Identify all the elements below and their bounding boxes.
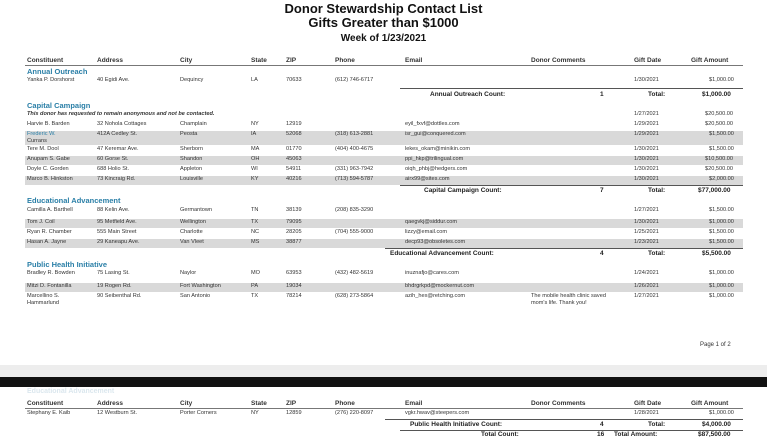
table-cell: oiqh_phbj@hedgers.com — [405, 166, 468, 172]
table-cell: Tere M. Dool — [27, 146, 59, 152]
table-cell: 1/30/2021 — [634, 146, 659, 152]
table-cell: 1/23/2021 — [634, 239, 659, 245]
grand-total-divider — [400, 430, 743, 431]
table-cell: Frederic W. — [27, 131, 56, 137]
col-phone: Phone — [335, 57, 355, 64]
educational-count-label: Educational Advancement Count: — [390, 250, 494, 257]
table-cell: 40216 — [286, 176, 302, 182]
annual-total-label: Total: — [648, 91, 666, 98]
report-title: Donor Stewardship Contact List — [284, 1, 483, 16]
table-cell: KY — [251, 176, 259, 182]
table-cell: Germantown — [180, 207, 213, 213]
table-cell: 1/29/2021 — [634, 131, 659, 137]
ghost-section-heading: Educational Advancement — [27, 388, 115, 395]
subtotal-divider — [400, 185, 743, 186]
report-subtitle: Gifts Greater than $1000 — [308, 15, 459, 30]
table-cell: 1/24/2021 — [634, 270, 659, 276]
table-cell: LA — [251, 77, 258, 83]
col-address: Address — [97, 57, 124, 64]
table-row — [25, 146, 743, 155]
table-cell: (704) 555-9000 — [335, 229, 374, 235]
table-row — [25, 156, 743, 165]
table-cell: 70633 — [286, 77, 302, 83]
table-cell: Harvie B. Barden — [27, 121, 70, 127]
table-cell: MS — [251, 239, 260, 245]
table-cell: 63953 — [286, 270, 302, 276]
table-cell: 1/27/2021 — [634, 207, 659, 213]
table-cell: TX — [251, 219, 259, 225]
capital-count-label: Capital Campaign Count: — [424, 187, 502, 194]
table-cell: Fort Washington — [180, 283, 221, 289]
educational-total: $5,500.00 — [702, 250, 731, 257]
table-cell: Marcellino S. — [27, 293, 60, 299]
public-count: 4 — [600, 421, 604, 428]
table-cell: 1/29/2021 — [634, 121, 659, 127]
table-cell: Yanka P. Dorshorst — [27, 77, 75, 83]
capital-total: $77,000.00 — [698, 187, 731, 194]
annual-count: 1 — [600, 91, 604, 98]
table-cell: Appleton — [180, 166, 203, 172]
table-row — [25, 270, 743, 279]
table-cell: 88 Kelin Ave. — [97, 207, 130, 213]
table-cell: 12 Westburn St. — [97, 410, 138, 416]
table-cell: inuznafjo@cares.com — [405, 270, 459, 276]
table-cell: 28205 — [286, 229, 302, 235]
table-cell: (628) 273-5864 — [335, 293, 374, 299]
section-heading-capital-campaign: Capital Campaign — [27, 101, 91, 110]
table-cell: MA — [251, 146, 260, 152]
table-cell: Sherborn — [180, 146, 204, 152]
table-cell: (432) 482-5619 — [335, 270, 374, 276]
table-cell: WI — [251, 166, 258, 172]
table-cell: 1/30/2021 — [634, 77, 659, 83]
table-cell: $1,000.00 — [709, 270, 734, 276]
table-cell: 01770 — [286, 146, 302, 152]
grand-total-label: Total Amount: — [614, 431, 658, 438]
table-cell: $1,000.00 — [709, 283, 734, 289]
table-cell: This donor has requested to remain anonymous and not be contacted. — [27, 111, 215, 117]
table-cell: $1,000.00 — [709, 219, 734, 225]
anonymous-note-row — [25, 111, 743, 120]
table-cell: 19034 — [286, 283, 302, 289]
table-cell: $1,500.00 — [709, 239, 734, 245]
table-cell: Currans — [27, 138, 47, 144]
col-state: State — [251, 57, 267, 64]
table-cell: Wellington — [180, 219, 207, 225]
table-cell: azih_hex@retching.com — [405, 293, 466, 299]
table-cell: Bradley R. Bowden — [27, 270, 75, 276]
table-cell: San Antonio — [180, 293, 211, 299]
table-cell: 12859 — [286, 410, 302, 416]
table-cell: OH — [251, 156, 260, 162]
table-row — [25, 176, 743, 185]
table-row — [25, 293, 743, 317]
table-row — [25, 166, 743, 175]
table-cell: ppi_hkp@trilingual.com — [405, 156, 464, 162]
table-cell: Shandon — [180, 156, 203, 162]
table-cell: $20,500.00 — [705, 121, 733, 127]
table-cell: 12919 — [286, 121, 302, 127]
table-cell: NY — [251, 410, 259, 416]
table-row — [25, 121, 743, 130]
table-cell: (331) 963-7942 — [335, 166, 374, 172]
col-gift-date: Gift Date — [634, 57, 662, 64]
table-cell: 54911 — [286, 166, 302, 172]
table-row — [25, 410, 743, 419]
table-cell: $2,000.00 — [709, 176, 734, 182]
table-cell: 1/27/2021 — [634, 111, 659, 117]
table-cell: 1/30/2021 — [634, 166, 659, 172]
table-cell: eyil_fxvf@dottles.com — [405, 121, 460, 127]
section-heading-educational-advancement: Educational Advancement — [27, 196, 121, 205]
table-cell: Naylor — [180, 270, 197, 276]
table-cell: 1/27/2021 — [634, 293, 659, 299]
table-cell: $20,500.00 — [705, 111, 733, 117]
table-cell: qaegvkj@siddur.com — [405, 219, 458, 225]
table-cell: 412A Cedley St. — [97, 131, 138, 137]
table-cell: $1,000.00 — [709, 410, 734, 416]
table-cell: $20,500.00 — [705, 166, 733, 172]
capital-total-label: Total: — [648, 187, 666, 194]
table-cell: Doyle C. Gorden — [27, 166, 69, 172]
table-cell: 19 Rogen Rd. — [97, 283, 132, 289]
table-cell: Donor Comments — [531, 400, 586, 407]
table-cell: TN — [251, 207, 259, 213]
table-cell: Champlain — [180, 121, 207, 127]
section-heading-annual-outreach: Annual Outreach — [27, 67, 88, 76]
table-cell: Van Vleet — [180, 239, 204, 245]
table-cell: Constituent — [27, 400, 64, 407]
table-row — [25, 77, 743, 86]
table-cell: Email — [405, 400, 423, 407]
table-cell: 555 Main Street — [97, 229, 137, 235]
subtotal-divider — [400, 88, 743, 89]
table-cell: 75 Lasing St. — [97, 270, 130, 276]
table-cell: lizzy@email.com — [405, 229, 448, 235]
public-count-label: Public Health Initiative Count: — [410, 421, 503, 428]
table-cell: $1,000.00 — [709, 77, 734, 83]
col-constituent: Constituent — [27, 57, 64, 64]
page-break-band — [0, 377, 767, 387]
table-cell: 60 Gorse St. — [97, 156, 129, 162]
table-cell: (208) 835-3290 — [335, 207, 374, 213]
table-cell: $1,500.00 — [709, 131, 734, 137]
table-cell: State — [251, 400, 267, 407]
table-cell: Gift Date — [634, 400, 662, 407]
table-cell: $1,000.00 — [709, 293, 734, 299]
table-cell: 73 Kincraig Rd. — [97, 176, 136, 182]
table-cell: 78214 — [286, 293, 302, 299]
table-cell: $10,500.00 — [705, 156, 733, 162]
annual-total: $1,000.00 — [702, 91, 731, 98]
grand-count-label: Total Count: — [481, 431, 519, 438]
grand-count: 16 — [597, 431, 605, 438]
table-cell: decp93@obsoletes.com — [405, 239, 466, 245]
table-cell: NY — [251, 121, 259, 127]
table-cell: ZIP — [286, 400, 297, 407]
table-cell: $1,500.00 — [709, 207, 734, 213]
table-cell: vgkr.hwav@steepers.com — [405, 410, 470, 416]
table-cell: Mitzi D. Fontanilla — [27, 283, 72, 289]
table-cell: 52068 — [286, 131, 302, 137]
table-cell: (276) 220-8097 — [335, 410, 374, 416]
table-cell: (318) 613-2881 — [335, 131, 374, 137]
grand-total: $87,500.00 — [698, 431, 731, 438]
public-total-label: Total: — [648, 421, 666, 428]
table-cell: 1/30/2021 — [634, 176, 659, 182]
table-cell: 29 Kaneapu Ave. — [97, 239, 140, 245]
table-cell: $1,500.00 — [709, 146, 734, 152]
table-row — [25, 239, 743, 248]
table-cell: 47 Keremar Ave. — [97, 146, 139, 152]
table-cell: Hammarlund — [27, 300, 60, 306]
table-cell: 1/28/2021 — [634, 410, 659, 416]
table-row — [25, 207, 743, 216]
educational-total-label: Total: — [648, 250, 666, 257]
table-cell: Peosta — [180, 131, 198, 137]
table-row — [25, 219, 743, 228]
table-row — [25, 229, 743, 238]
table-cell: Hasan A. Jayne — [27, 239, 67, 245]
table-cell: PA — [251, 283, 259, 289]
subtotal-divider — [385, 419, 743, 420]
col-city: City — [180, 57, 193, 64]
educational-count: 4 — [600, 250, 604, 257]
table-cell: (612) 746-6717 — [335, 77, 374, 83]
table-cell: 79095 — [286, 219, 302, 225]
table-cell: 1/25/2021 — [634, 229, 659, 235]
table-cell: Phone — [335, 400, 355, 407]
col-zip: ZIP — [286, 57, 297, 64]
header-divider — [25, 65, 743, 66]
table-cell: bhdrgrkpd@mockernut.com — [405, 283, 475, 289]
report-week: Week of 1/23/2021 — [340, 33, 427, 44]
section-heading-public-health-initiative: Public Health Initiative — [27, 260, 108, 269]
subtotal-divider — [385, 248, 743, 249]
donor-comment: The mobile health clinic saved mom's life. Thank you! — [531, 293, 606, 306]
table-cell: TX — [251, 293, 259, 299]
table-cell: Dequincy — [180, 77, 204, 83]
table-cell: Louisville — [180, 176, 204, 182]
table-cell: Address — [97, 400, 124, 407]
col-email: Email — [405, 57, 423, 64]
table-cell: NC — [251, 229, 260, 235]
table-cell: 1/30/2021 — [634, 156, 659, 162]
table-cell: City — [180, 400, 193, 407]
header-divider-page-2 — [25, 408, 743, 409]
table-cell: Gift Amount — [691, 400, 729, 407]
table-cell: 45063 — [286, 156, 302, 162]
annual-count-label: Annual Outreach Count: — [430, 91, 506, 98]
table-cell: 688 Holio St. — [97, 166, 130, 172]
table-cell: lekes_okam@minikin.com — [405, 146, 471, 152]
table-cell: $1,500.00 — [709, 229, 734, 235]
table-cell: 1/26/2021 — [634, 283, 659, 289]
table-cell: Ryan R. Chamber — [27, 229, 72, 235]
table-cell: IA — [251, 131, 257, 137]
col-donor-comments: Donor Comments — [531, 57, 586, 64]
page-number: Page 1 of 2 — [700, 342, 731, 348]
table-cell: Tom J. Coil — [27, 219, 55, 225]
page-gap — [0, 365, 767, 377]
table-cell: isr_gui@conquered.com — [405, 131, 466, 137]
table-cell: 95 Metfield Ave. — [97, 219, 137, 225]
table-cell: (713) 594-5787 — [335, 176, 374, 182]
table-cell: 90 Seibenthal Rd. — [97, 293, 142, 299]
public-total: $4,000.00 — [702, 421, 731, 428]
table-cell: (404) 400-4675 — [335, 146, 374, 152]
table-cell: 40 Egidi Ave. — [97, 77, 130, 83]
table-cell: Marco B. Hinkston — [27, 176, 73, 182]
table-cell: 1/30/2021 — [634, 219, 659, 225]
table-cell: Stephany E. Kaib — [27, 410, 71, 416]
table-row — [25, 283, 743, 292]
table-cell: 38139 — [286, 207, 302, 213]
table-cell: Charlotte — [180, 229, 203, 235]
table-cell: 38877 — [286, 239, 302, 245]
table-cell: MO — [251, 270, 261, 276]
table-cell: Anupam S. Gabe — [27, 156, 70, 162]
col-gift-amount: Gift Amount — [691, 57, 729, 64]
table-cell: airx99@sites.com — [405, 176, 450, 182]
table-cell: Porter Corners — [180, 410, 217, 416]
table-cell: 32 Nohola Cottages — [97, 121, 147, 127]
table-cell: Camilla A. Barthell — [27, 207, 73, 213]
table-row — [25, 131, 743, 145]
capital-count: 7 — [600, 187, 604, 194]
